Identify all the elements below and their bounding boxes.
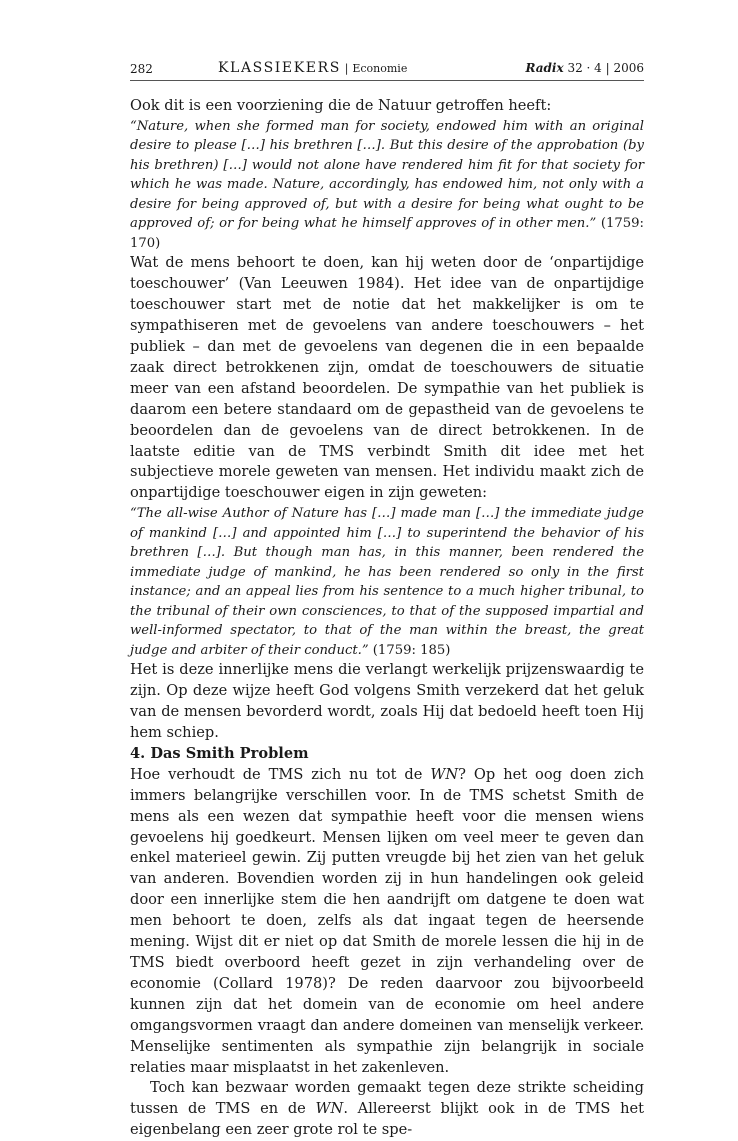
paragraph-spectator: Wat de mens behoort te doen, kan hij weten door de ‘onpartijdige toeschouwer’ (Van Leeuwen 1984). Het idee van de onpartijdige toeschouwer start met de notie dat het makkelijker is om te sympathiseren met de gevoelens van andere toeschouwers – het publiek – dan met de gevoelens van degenen die in een bepaalde zaak direct betrokkenen zijn, omdat de toeschouwers de situatie meer van een afstand beoordelen. De sympathie van het publiek is daarom een betere standaard om de gepastheid van de gevoelens te beoordelen dan de gevoelens van de direct betrokkenen. In de laatste editie van de TMS verbindt Smith dit idee met het subjectieve morele geweten van mensen. Het individu maakt zich de onpartijdige toeschouwer eigen in zijn geweten: xyxy=(130,254,644,502)
para4-text-b: . Allereerst blijkt ook in de TMS het eigenbelang een zeer grote rol te spe- xyxy=(130,1100,644,1139)
block-quote-2 xyxy=(130,504,644,660)
wn-abbrev-2: WN xyxy=(315,1100,344,1118)
section-heading: 4. Das Smith Problem xyxy=(130,744,309,762)
paragraph-inner-man: Het is deze innerlijke mens die verlangt werkelijk prijzenswaardig te zijn. Op deze wijze heeft God volgens Smith verzekerd dat het geluk van de mensen bevorderd wordt, zoals Hij dat bedoeld heeft toen Hij hem schiep. xyxy=(130,661,644,741)
running-header xyxy=(130,58,644,81)
page-number: 282 xyxy=(130,62,153,76)
quote-1-citation: (1759: 170) xyxy=(130,216,644,251)
paragraph-objection xyxy=(130,1078,644,1141)
quote-1-text: “Nature, when she formed man for society, endowed him with an original desire to please […] his brethren […]. But this desire of the approbation (by his brethren) […] would not alone have rendered him fit for that society for which he was made. Nature, accordingly, has endowed him, not only with a desire for being approved of, but with a desire for being what ought to be approved of; or for being what he himself approves of in other men.” xyxy=(130,118,644,232)
para3-text-b: ? Op het oog doen zich immers belangrijke verschillen voor. In de TMS schetst Smith de mens als een wezen dat sympathie heeft voor die mensen wiens gevoelens hij goedkeurt. Mensen lijken om veel meer te geven dan enkel materieel gewin. Zij putten vreugde bij het zien van het geluk van anderen. Bovendien worden zij in hun handelingen ook geleid door een innerlijke stem die hen aandrijft om datgene te doen wat men behoort te doen, zelfs als dat ingaat tegen de heersende mening. Wijst dit er niet op dat Smith de morele lessen die hij in de TMS biedt overboord heeft gezet in zijn verhandeling over de economie (Collard 1978)? De reden daarvoor zou bijvoorbeeld kunnen zijn dat het domein van de economie om heel andere omgangsvormen vraagt dan andere domeinen van menselijk verkeer. Menselijke sentimenten als sympathie zijn belangrijk in sociale relaties maar misplaatst in het zakenleven. xyxy=(130,765,644,1076)
quote-2-text: “The all-wise Author of Nature has […] made man […] the immediate judge of mankind […] and appointed him […] to superintend the behavior of his brethren […]. But though man has, in this manner, been rendered the immediate judge of mankind, he has been rendered so only in the first instance; and an appeal lies from his sentence to a much higher tribunal, to the tribunal of their own consciences, to that of the supposed impartial and well-informed spectator, to that of the man within the breast, the great judge and arbiter of their conduct.” xyxy=(130,506,644,658)
para4-text-a: Toch kan bezwaar worden gemaakt tegen deze strikte scheiding tussen de TMS en de xyxy=(130,1079,644,1118)
journal-name: Radix xyxy=(525,61,564,75)
quote-2-citation: (1759: 185) xyxy=(372,642,451,658)
article-body xyxy=(130,96,644,1141)
intro-sentence: Ook dit is een voorziening die de Natuur getroffen heeft: xyxy=(130,97,552,114)
block-quote-1 xyxy=(130,117,644,254)
journal-section-title xyxy=(218,60,407,76)
wn-abbrev: WN xyxy=(430,765,459,783)
issue-number: 32 · 4 | 2006 xyxy=(567,61,644,75)
section-name: KLASSIEKERS xyxy=(218,60,341,76)
header-separator: | xyxy=(344,62,349,75)
subsection-name: Economie xyxy=(352,62,408,75)
journal-issue xyxy=(525,61,644,75)
paragraph-smith-problem xyxy=(130,765,644,1079)
para3-text-a: Hoe verhoudt de TMS zich nu tot de xyxy=(130,765,431,783)
